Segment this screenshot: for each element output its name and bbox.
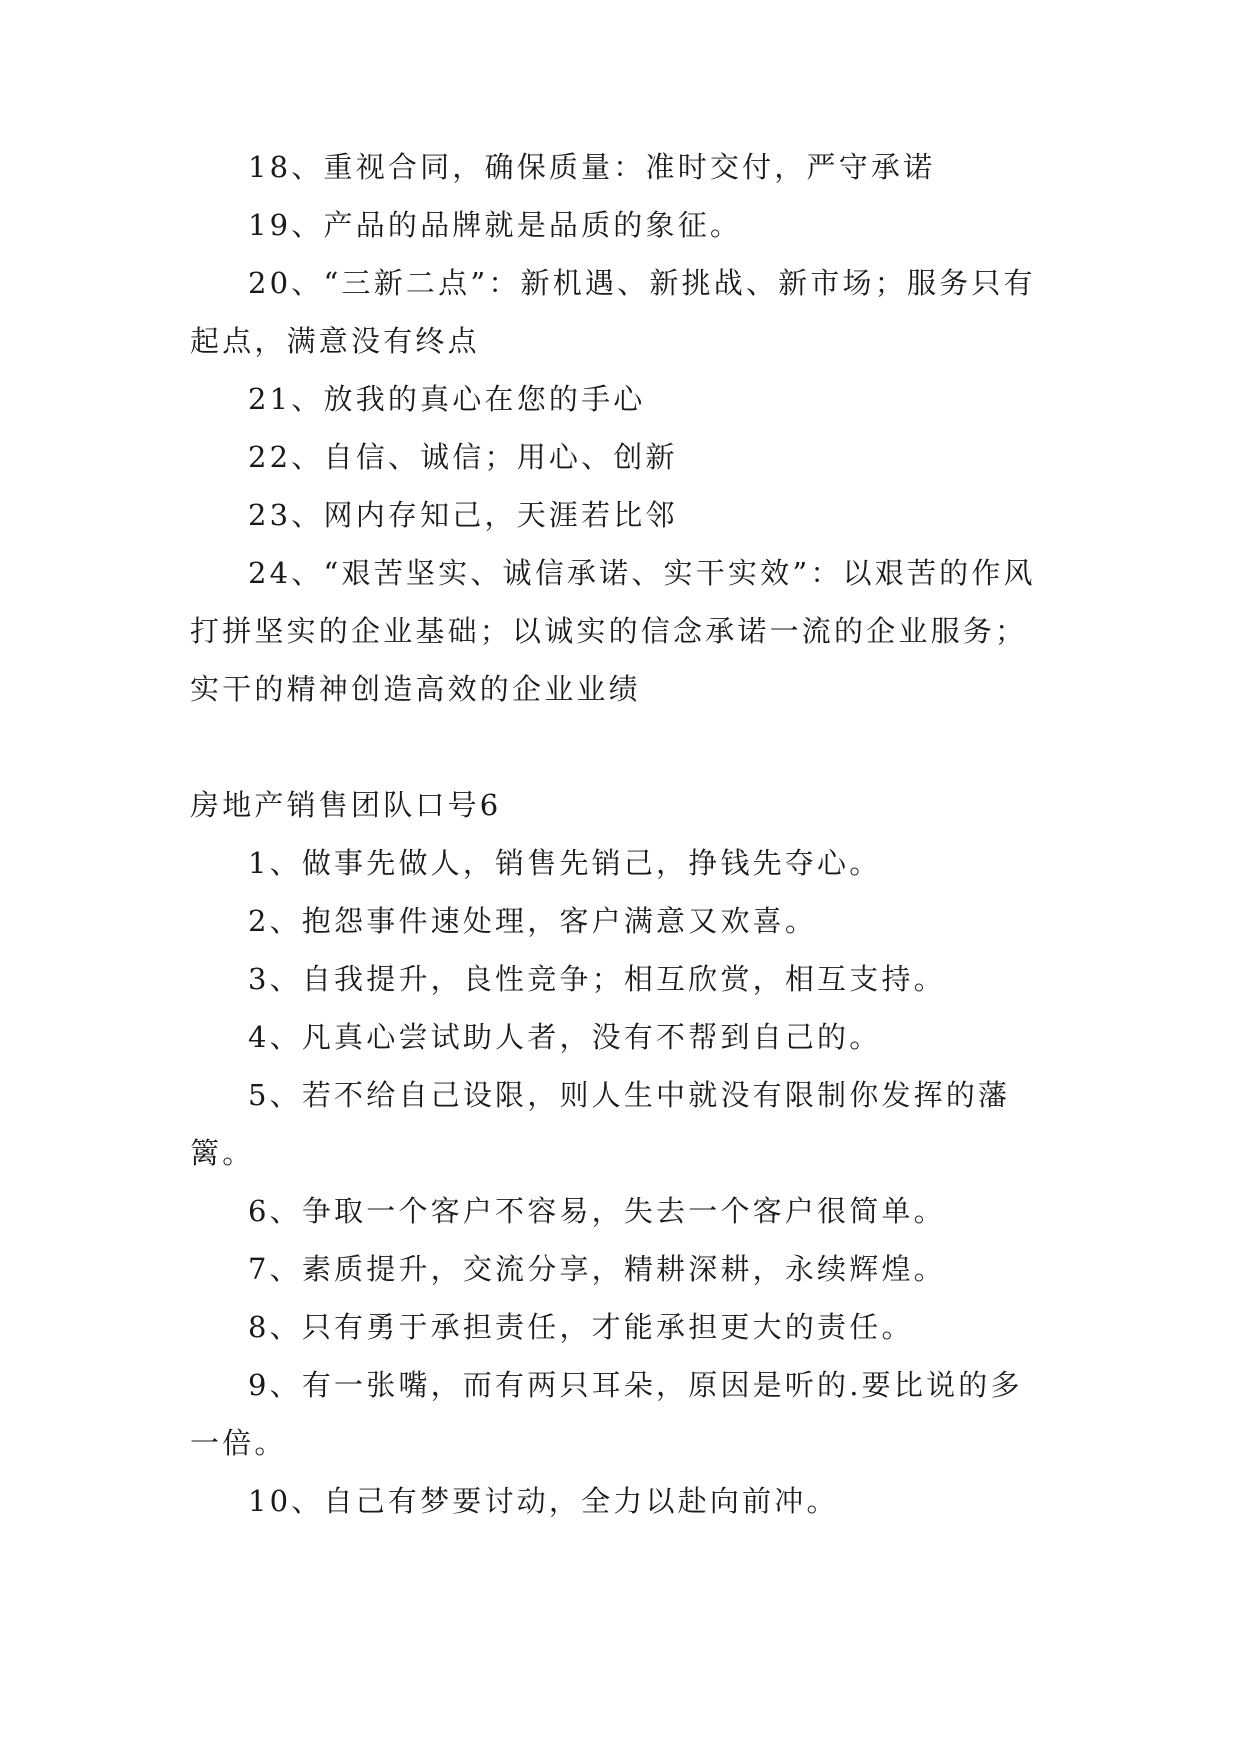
document-body <box>190 138 1060 1530</box>
list-item: 19、产品的品牌就是品质的象征。 <box>248 208 743 242</box>
list-item: 18、重视合同，确保质量：准时交付，严守承诺 <box>248 150 936 184</box>
list-item: 7、素质提升，交流分享，精耕深耕，永续辉煌。 <box>248 1252 946 1286</box>
list-item: 20、“三新二点”：新机遇、新挑战、新市场；服务只有 起点，满意没有终点 <box>190 266 1036 358</box>
list-item: 2、抱怨事件速处理，客户满意又欢喜。 <box>248 904 818 938</box>
list-item: 21、放我的真心在您的手心 <box>248 382 646 416</box>
list-item: 6、争取一个客户不容易，失去一个客户很简单。 <box>248 1194 946 1228</box>
section-heading: 房地产销售团队口号6 <box>190 788 502 822</box>
list-item: 3、自我提升，良性竞争；相互欣赏，相互支持。 <box>248 962 946 996</box>
list-item: 22、自信、诚信；用心、创新 <box>248 440 678 474</box>
list-item: 4、凡真心尝试助人者，没有不帮到自己的。 <box>248 1020 882 1054</box>
list-item: 10、自己有梦要讨动，全力以赴向前冲。 <box>248 1484 839 1518</box>
list-item: 8、只有勇于承担责任，才能承担更大的责任。 <box>248 1310 914 1344</box>
list-item: 24、“艰苦坚实、诚信承诺、实干实效”：以艰苦的作风 打拼坚实的企业基础；以诚实的信念承诺一流的企业服务； 实干的精神创造高效的企业业绩 <box>190 556 1036 706</box>
list-item: 23、网内存知己，天涯若比邻 <box>248 498 678 532</box>
list-item: 1、做事先做人，销售先销己，挣钱先夺心。 <box>248 846 882 880</box>
list-item: 9、有一张嘴，而有两只耳朵，原因是听的.要比说的多 一倍。 <box>190 1368 1023 1460</box>
list-item: 5、若不给自己设限，则人生中就没有限制你发挥的藩 篱。 <box>190 1078 1011 1170</box>
section-spacer <box>190 718 1060 776</box>
